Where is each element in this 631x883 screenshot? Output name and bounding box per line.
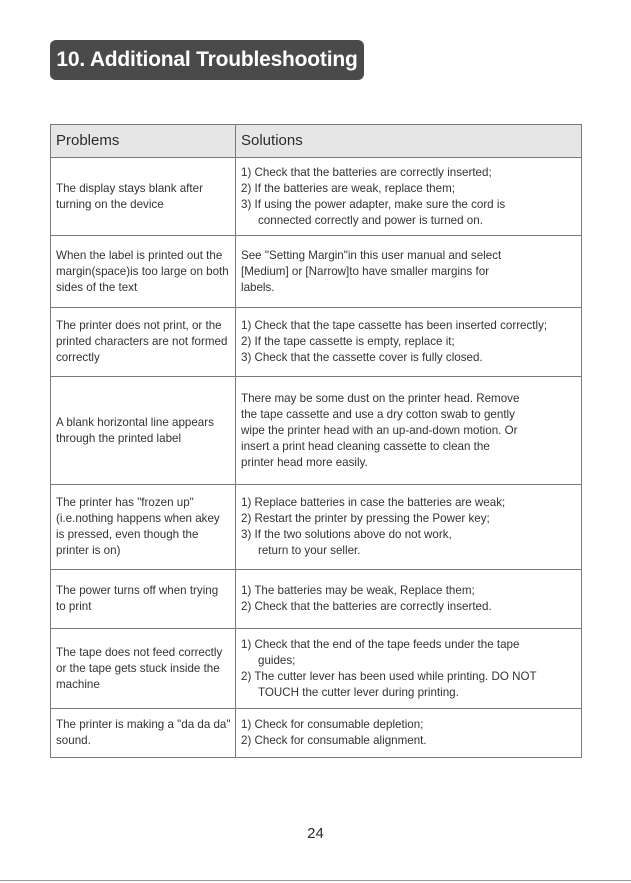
solution-line: [Medium] or [Narrow]to have smaller margins for <box>241 264 490 278</box>
solution-line: 2) If the tape cassette is empty, replace it; <box>241 335 455 348</box>
problem-cell: The power turns off when trying to print <box>51 570 236 629</box>
table-row <box>51 308 582 377</box>
solution-cell <box>236 377 582 485</box>
table-row <box>51 236 582 308</box>
solution-line: See "Setting Margin"in this user manual and select <box>241 248 502 262</box>
solution-cell <box>236 570 582 629</box>
solution-line: 2) Check that the batteries are correctly inserted. <box>241 600 492 613</box>
problem-cell: The tape does not feed correctly or the tape gets stuck inside the machine <box>51 629 236 709</box>
solution-line: labels. <box>241 280 275 294</box>
table-row <box>51 485 582 570</box>
table-row <box>51 377 582 485</box>
solution-line: 1) Check for consumable depletion; <box>241 718 424 731</box>
table-row <box>51 570 582 629</box>
solution-line: printer head more easily. <box>241 455 368 469</box>
solution-line: 1) Check that the end of the tape feeds under the tape <box>241 637 520 651</box>
problem-cell: The printer does not print, or the printed characters are not formed correctly <box>51 308 236 377</box>
solution-line: 1) Replace batteries in case the batteries are weak; <box>241 496 506 509</box>
solution-cell <box>236 236 582 308</box>
table-header-row <box>51 125 582 158</box>
problem-cell: When the label is printed out the margin(space)is too large on both sides of the text <box>51 236 236 308</box>
solution-line: guides; <box>258 653 296 667</box>
table-row <box>51 158 582 236</box>
solution-line: TOUCH the cutter lever during printing. <box>258 685 459 699</box>
solution-line: connected correctly and power is turned on. <box>258 213 483 227</box>
solution-cell <box>236 158 582 236</box>
solution-cell <box>236 485 582 570</box>
solution-line: 2) If the batteries are weak, replace them; <box>241 181 455 195</box>
solution-line: 3) If the two solutions above do not work, <box>241 528 452 541</box>
solution-line: 2) Restart the printer by pressing the Power key; <box>241 512 490 525</box>
solution-line: 1) Check that the batteries are correctly inserted; <box>241 165 492 179</box>
solution-line: 3) Check that the cassette cover is fully closed. <box>241 351 483 364</box>
solution-cell <box>236 629 582 709</box>
problem-cell: The printer is making a "da da da" sound. <box>51 709 236 758</box>
table-row <box>51 629 582 709</box>
page-number: 24 <box>307 825 324 842</box>
solution-line: 1) Check that the tape cassette has been inserted correctly; <box>241 319 548 332</box>
solutions-header: Solutions <box>236 125 582 158</box>
solution-line: the tape cassette and use a dry cotton swab to gently <box>241 407 515 421</box>
problem-cell: The printer has "frozen up"(i.e.nothing happens when akey is pressed, even though the printer is on) <box>51 485 236 570</box>
solution-line: There may be some dust on the printer head. Remove <box>241 391 520 405</box>
troubleshooting-table <box>50 124 582 758</box>
problem-cell: A blank horizontal line appears through the printed label <box>51 377 236 485</box>
problem-cell: The display stays blank after turning on the device <box>51 158 236 236</box>
problems-header: Problems <box>51 125 236 158</box>
solution-line: 2) The cutter lever has been used while printing. DO NOT <box>241 669 537 683</box>
solution-line: wipe the printer head with an up-and-down motion. Or <box>241 423 518 437</box>
solution-cell <box>236 709 582 758</box>
solution-line: 2) Check for consumable alignment. <box>241 734 427 747</box>
solution-line: 3) If using the power adapter, make sure the cord is <box>241 197 506 211</box>
table-row <box>51 709 582 758</box>
solution-line: 1) The batteries may be weak, Replace them; <box>241 584 475 597</box>
solution-line: insert a print head cleaning cassette to clean the <box>241 439 490 453</box>
solution-cell <box>236 308 582 377</box>
bottom-divider <box>0 880 631 881</box>
section-title: 10. Additional Troubleshooting <box>50 40 364 80</box>
solution-line: return to your seller. <box>258 544 361 557</box>
